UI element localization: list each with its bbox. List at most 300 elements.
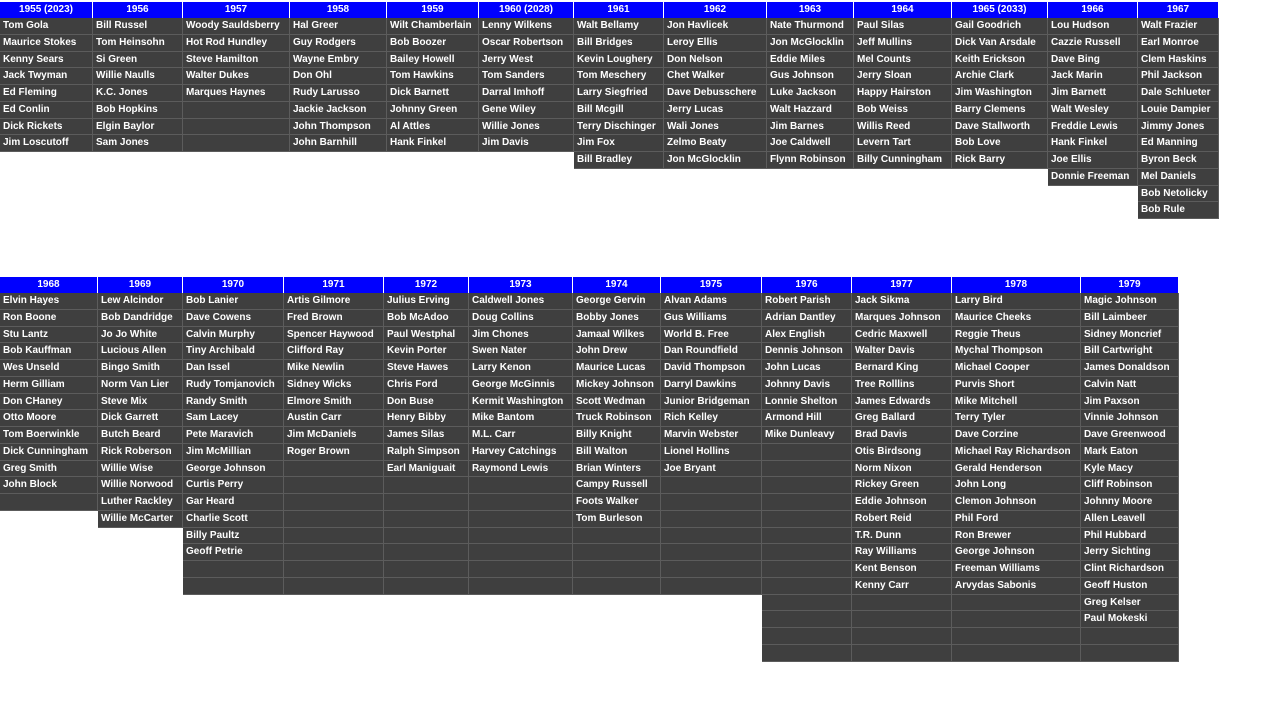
year-header: 1957 bbox=[183, 2, 290, 18]
player-cell: Freddie Lewis bbox=[1048, 119, 1138, 136]
player-cell: Tiny Archibald bbox=[183, 343, 284, 360]
player-cell: Brad Davis bbox=[852, 427, 952, 444]
player-cell: Jerry West bbox=[479, 52, 574, 69]
year-header: 1975 bbox=[661, 277, 762, 293]
player-cell: Nate Thurmond bbox=[767, 18, 854, 35]
player-cell: Jack Twyman bbox=[0, 68, 93, 85]
empty-cell bbox=[852, 628, 952, 645]
empty-cell bbox=[284, 461, 384, 478]
player-cell: Jo Jo White bbox=[98, 327, 183, 344]
player-cell: Henry Bibby bbox=[384, 410, 469, 427]
player-cell: Calvin Murphy bbox=[183, 327, 284, 344]
player-cell: Paul Mokeski bbox=[1081, 611, 1179, 628]
player-cell: Kenny Sears bbox=[0, 52, 93, 69]
empty-cell bbox=[852, 595, 952, 612]
player-cell: Jim Davis bbox=[479, 135, 574, 152]
player-cell: Louie Dampier bbox=[1138, 102, 1219, 119]
player-cell: Dick Garrett bbox=[98, 410, 183, 427]
year-header: 1963 bbox=[767, 2, 854, 18]
empty-cell bbox=[284, 528, 384, 545]
year-column bbox=[952, 277, 1081, 662]
player-cell: Gus Williams bbox=[661, 310, 762, 327]
player-cell: Tom Sanders bbox=[479, 68, 574, 85]
player-cell: Roger Brown bbox=[284, 444, 384, 461]
player-cell: Leroy Ellis bbox=[664, 35, 767, 52]
player-cell: Luke Jackson bbox=[767, 85, 854, 102]
player-cell: Bailey Howell bbox=[387, 52, 479, 69]
player-cell: Maurice Lucas bbox=[573, 360, 661, 377]
player-cell: Jimmy Jones bbox=[1138, 119, 1219, 136]
player-cell: Clint Richardson bbox=[1081, 561, 1179, 578]
empty-cell bbox=[284, 494, 384, 511]
player-cell: Adrian Dantley bbox=[762, 310, 852, 327]
player-cell: Jon Havlicek bbox=[664, 18, 767, 35]
player-cell: Jim Loscutoff bbox=[0, 135, 93, 152]
player-cell: Earl Monroe bbox=[1138, 35, 1219, 52]
player-cell: Dick Van Arsdale bbox=[952, 35, 1048, 52]
player-cell: Jim Washington bbox=[952, 85, 1048, 102]
player-cell: K.C. Jones bbox=[93, 85, 183, 102]
empty-cell bbox=[952, 611, 1081, 628]
player-cell: M.L. Carr bbox=[469, 427, 573, 444]
player-cell: Lionel Hollins bbox=[661, 444, 762, 461]
player-cell: Dick Cunningham bbox=[0, 444, 98, 461]
player-cell: Elvin Hayes bbox=[0, 293, 98, 310]
player-cell: Clem Haskins bbox=[1138, 52, 1219, 69]
player-cell: Rudy Larusso bbox=[290, 85, 387, 102]
player-cell: Greg Kelser bbox=[1081, 595, 1179, 612]
player-cell: Tom Meschery bbox=[574, 68, 664, 85]
player-cell: Maurice Stokes bbox=[0, 35, 93, 52]
player-cell: Mike Bantom bbox=[469, 410, 573, 427]
player-cell: Mel Daniels bbox=[1138, 169, 1219, 186]
player-cell: Johnny Davis bbox=[762, 377, 852, 394]
empty-cell bbox=[661, 511, 762, 528]
player-cell: Archie Clark bbox=[952, 68, 1048, 85]
player-cell: Willie Norwood bbox=[98, 477, 183, 494]
player-cell: Otto Moore bbox=[0, 410, 98, 427]
player-cell: Cazzie Russell bbox=[1048, 35, 1138, 52]
player-cell: Bob McAdoo bbox=[384, 310, 469, 327]
player-cell: Herm Gilliam bbox=[0, 377, 98, 394]
player-cell: Dave Corzine bbox=[952, 427, 1081, 444]
empty-cell bbox=[183, 561, 284, 578]
player-cell: Eddie Miles bbox=[767, 52, 854, 69]
year-header: 1962 bbox=[664, 2, 767, 18]
player-cell: Alex English bbox=[762, 327, 852, 344]
player-cell: James Edwards bbox=[852, 394, 952, 411]
empty-cell bbox=[762, 578, 852, 595]
year-header: 1961 bbox=[574, 2, 664, 18]
player-cell: Julius Erving bbox=[384, 293, 469, 310]
player-cell: Campy Russell bbox=[573, 477, 661, 494]
player-cell: Dan Roundfield bbox=[661, 343, 762, 360]
player-cell: Zelmo Beaty bbox=[664, 135, 767, 152]
player-cell: Darryl Dawkins bbox=[661, 377, 762, 394]
empty-cell bbox=[284, 477, 384, 494]
player-cell: Vinnie Johnson bbox=[1081, 410, 1179, 427]
empty-cell bbox=[469, 494, 573, 511]
player-cell: Alvan Adams bbox=[661, 293, 762, 310]
year-column bbox=[284, 277, 384, 662]
player-cell: Bob Boozer bbox=[387, 35, 479, 52]
player-cell: Marques Haynes bbox=[183, 85, 290, 102]
year-header: 1959 bbox=[387, 2, 479, 18]
empty-cell bbox=[573, 578, 661, 595]
player-cell: Hot Rod Hundley bbox=[183, 35, 290, 52]
player-cell: Ron Brewer bbox=[952, 528, 1081, 545]
player-cell: Jerry Sichting bbox=[1081, 544, 1179, 561]
player-cell: Walt Frazier bbox=[1138, 18, 1219, 35]
year-header: 1973 bbox=[469, 277, 573, 293]
player-cell: Geoff Petrie bbox=[183, 544, 284, 561]
year-column bbox=[0, 277, 98, 662]
player-cell: Jim Paxson bbox=[1081, 394, 1179, 411]
empty-cell bbox=[384, 528, 469, 545]
player-cell: Lenny Wilkens bbox=[479, 18, 574, 35]
player-cell: Bill Mcgill bbox=[574, 102, 664, 119]
player-cell: Austin Carr bbox=[284, 410, 384, 427]
player-cell: Willie Wise bbox=[98, 461, 183, 478]
empty-cell bbox=[952, 595, 1081, 612]
player-cell: Robert Reid bbox=[852, 511, 952, 528]
player-cell: Phil Jackson bbox=[1138, 68, 1219, 85]
player-cell: Walter Davis bbox=[852, 343, 952, 360]
player-cell: Walt Hazzard bbox=[767, 102, 854, 119]
empty-cell bbox=[284, 561, 384, 578]
player-cell: Jamaal Wilkes bbox=[573, 327, 661, 344]
empty-cell bbox=[762, 544, 852, 561]
player-cell: Bingo Smith bbox=[98, 360, 183, 377]
player-cell: Larry Bird bbox=[952, 293, 1081, 310]
player-cell: Mychal Thompson bbox=[952, 343, 1081, 360]
empty-cell bbox=[384, 511, 469, 528]
player-cell: Dave Cowens bbox=[183, 310, 284, 327]
player-cell: Mickey Johnson bbox=[573, 377, 661, 394]
year-header: 1976 bbox=[762, 277, 852, 293]
player-cell: Curtis Perry bbox=[183, 477, 284, 494]
player-cell: Lew Alcindor bbox=[98, 293, 183, 310]
player-cell: Jackie Jackson bbox=[290, 102, 387, 119]
player-cell: Steve Mix bbox=[98, 394, 183, 411]
player-cell: Rick Barry bbox=[952, 152, 1048, 169]
player-cell: Oscar Robertson bbox=[479, 35, 574, 52]
player-cell: Don Ohl bbox=[290, 68, 387, 85]
player-cell: Byron Beck bbox=[1138, 152, 1219, 169]
empty-cell bbox=[469, 544, 573, 561]
player-cell: Hal Greer bbox=[290, 18, 387, 35]
player-cell: Bob Dandridge bbox=[98, 310, 183, 327]
player-cell: Luther Rackley bbox=[98, 494, 183, 511]
player-cell: Keith Erickson bbox=[952, 52, 1048, 69]
player-cell: Elmore Smith bbox=[284, 394, 384, 411]
player-cell: Willis Reed bbox=[854, 119, 952, 136]
player-cell: Wali Jones bbox=[664, 119, 767, 136]
year-header: 1955 (2023) bbox=[0, 2, 93, 18]
year-column bbox=[1138, 2, 1219, 219]
player-cell: John Thompson bbox=[290, 119, 387, 136]
player-cell: Willie Jones bbox=[479, 119, 574, 136]
player-cell: Earl Maniguait bbox=[384, 461, 469, 478]
year-header: 1969 bbox=[98, 277, 183, 293]
empty-cell bbox=[762, 611, 852, 628]
player-cell: Jeff Mullins bbox=[854, 35, 952, 52]
player-cell: Willie McCarter bbox=[98, 511, 183, 528]
player-cell: Kyle Macy bbox=[1081, 461, 1179, 478]
empty-cell bbox=[469, 511, 573, 528]
player-cell: Maurice Cheeks bbox=[952, 310, 1081, 327]
player-cell: Phil Ford bbox=[952, 511, 1081, 528]
player-cell: Jim Barnett bbox=[1048, 85, 1138, 102]
year-column bbox=[573, 277, 661, 662]
player-cell: Joe Caldwell bbox=[767, 135, 854, 152]
player-cell: Tom Hawkins bbox=[387, 68, 479, 85]
year-header: 1958 bbox=[290, 2, 387, 18]
empty-cell bbox=[762, 561, 852, 578]
year-header: 1968 bbox=[0, 277, 98, 293]
empty-cell bbox=[762, 645, 852, 662]
player-cell: George Gervin bbox=[573, 293, 661, 310]
player-cell: Jim Barnes bbox=[767, 119, 854, 136]
player-cell: Ed Conlin bbox=[0, 102, 93, 119]
player-cell: James Donaldson bbox=[1081, 360, 1179, 377]
empty-cell bbox=[284, 511, 384, 528]
player-cell: Tom Heinsohn bbox=[93, 35, 183, 52]
player-cell: Fred Brown bbox=[284, 310, 384, 327]
player-cell: Jim Chones bbox=[469, 327, 573, 344]
player-cell: Swen Nater bbox=[469, 343, 573, 360]
player-cell: Cliff Robinson bbox=[1081, 477, 1179, 494]
year-header: 1977 bbox=[852, 277, 952, 293]
player-cell: Calvin Natt bbox=[1081, 377, 1179, 394]
year-header: 1965 (2033) bbox=[952, 2, 1048, 18]
player-cell: Dave Bing bbox=[1048, 52, 1138, 69]
player-cell: Tom Boerwinkle bbox=[0, 427, 98, 444]
player-cell: Sam Jones bbox=[93, 135, 183, 152]
player-cell: Flynn Robinson bbox=[767, 152, 854, 169]
empty-cell bbox=[469, 477, 573, 494]
player-cell: Charlie Scott bbox=[183, 511, 284, 528]
year-column bbox=[93, 2, 183, 219]
year-header: 1966 bbox=[1048, 2, 1138, 18]
player-cell: Bob Rule bbox=[1138, 202, 1219, 219]
year-column bbox=[1081, 277, 1179, 662]
player-cell: Junior Bridgeman bbox=[661, 394, 762, 411]
player-cell: Lucious Allen bbox=[98, 343, 183, 360]
player-cell: Walter Dukes bbox=[183, 68, 290, 85]
year-header: 1971 bbox=[284, 277, 384, 293]
empty-cell bbox=[852, 645, 952, 662]
empty-cell bbox=[573, 528, 661, 545]
player-cell: Butch Beard bbox=[98, 427, 183, 444]
year-column bbox=[854, 2, 952, 219]
player-cell: Bill Walton bbox=[573, 444, 661, 461]
player-cell: Dave Debusschere bbox=[664, 85, 767, 102]
player-cell: Steve Hamilton bbox=[183, 52, 290, 69]
year-header: 1972 bbox=[384, 277, 469, 293]
player-cell: Raymond Lewis bbox=[469, 461, 573, 478]
player-cell: Gail Goodrich bbox=[952, 18, 1048, 35]
player-cell: Darral Imhoff bbox=[479, 85, 574, 102]
player-cell: Tom Burleson bbox=[573, 511, 661, 528]
year-header: 1974 bbox=[573, 277, 661, 293]
player-cell: Bob Lanier bbox=[183, 293, 284, 310]
player-cell: Ed Manning bbox=[1138, 135, 1219, 152]
player-cell: George Johnson bbox=[183, 461, 284, 478]
player-cell: Kevin Porter bbox=[384, 343, 469, 360]
player-cell: Hank Finkel bbox=[1048, 135, 1138, 152]
player-cell: Jon McGlocklin bbox=[767, 35, 854, 52]
player-cell: Foots Walker bbox=[573, 494, 661, 511]
player-cell: Freeman Williams bbox=[952, 561, 1081, 578]
player-cell: Spencer Haywood bbox=[284, 327, 384, 344]
player-cell: Dave Stallworth bbox=[952, 119, 1048, 136]
empty-cell bbox=[661, 578, 762, 595]
player-cell: World B. Free bbox=[661, 327, 762, 344]
player-cell: Billy Paultz bbox=[183, 528, 284, 545]
player-cell: David Thompson bbox=[661, 360, 762, 377]
player-cell: Dick Barnett bbox=[387, 85, 479, 102]
player-cell: Rich Kelley bbox=[661, 410, 762, 427]
player-cell: James Silas bbox=[384, 427, 469, 444]
year-column bbox=[1048, 2, 1138, 219]
empty-cell bbox=[762, 528, 852, 545]
player-cell: Bill Cartwright bbox=[1081, 343, 1179, 360]
player-cell: Kenny Carr bbox=[852, 578, 952, 595]
player-cell: Bob Weiss bbox=[854, 102, 952, 119]
year-column bbox=[0, 2, 93, 219]
year-column bbox=[664, 2, 767, 219]
empty-cell bbox=[183, 135, 290, 152]
year-header: 1964 bbox=[854, 2, 952, 18]
player-cell: T.R. Dunn bbox=[852, 528, 952, 545]
player-cell: Terry Tyler bbox=[952, 410, 1081, 427]
empty-cell bbox=[183, 102, 290, 119]
player-cell: Michael Ray Richardson bbox=[952, 444, 1081, 461]
year-column bbox=[290, 2, 387, 219]
player-cell: Ray Williams bbox=[852, 544, 952, 561]
player-cell: Woody Sauldsberry bbox=[183, 18, 290, 35]
player-cell: Mel Counts bbox=[854, 52, 952, 69]
player-cell: Ralph Simpson bbox=[384, 444, 469, 461]
year-column bbox=[762, 277, 852, 662]
player-cell: Don CHaney bbox=[0, 394, 98, 411]
draft-table-top bbox=[0, 2, 1219, 219]
player-cell: Michael Cooper bbox=[952, 360, 1081, 377]
year-column bbox=[387, 2, 479, 219]
player-cell: Billy Knight bbox=[573, 427, 661, 444]
player-cell: Clemon Johnson bbox=[952, 494, 1081, 511]
player-cell: Gus Johnson bbox=[767, 68, 854, 85]
year-header: 1960 (2028) bbox=[479, 2, 574, 18]
player-cell: Marvin Webster bbox=[661, 427, 762, 444]
year-header: 1979 bbox=[1081, 277, 1179, 293]
player-cell: Mike Newlin bbox=[284, 360, 384, 377]
year-column bbox=[574, 2, 664, 219]
player-cell: Johnny Moore bbox=[1081, 494, 1179, 511]
year-column bbox=[183, 277, 284, 662]
empty-cell bbox=[952, 645, 1081, 662]
empty-cell bbox=[762, 494, 852, 511]
player-cell: Robert Parish bbox=[762, 293, 852, 310]
player-cell: John Barnhill bbox=[290, 135, 387, 152]
player-cell: Dennis Johnson bbox=[762, 343, 852, 360]
empty-cell bbox=[384, 494, 469, 511]
player-cell: Jim McDaniels bbox=[284, 427, 384, 444]
player-cell: Larry Kenon bbox=[469, 360, 573, 377]
player-cell: Dick Rickets bbox=[0, 119, 93, 136]
player-cell: Guy Rodgers bbox=[290, 35, 387, 52]
empty-cell bbox=[661, 494, 762, 511]
player-cell: Wayne Embry bbox=[290, 52, 387, 69]
player-cell: Al Attles bbox=[387, 119, 479, 136]
empty-cell bbox=[762, 595, 852, 612]
player-cell: Jack Marin bbox=[1048, 68, 1138, 85]
player-cell: Joe Ellis bbox=[1048, 152, 1138, 169]
player-cell: Truck Robinson bbox=[573, 410, 661, 427]
player-cell: Caldwell Jones bbox=[469, 293, 573, 310]
player-cell: Ron Boone bbox=[0, 310, 98, 327]
empty-cell bbox=[661, 561, 762, 578]
player-cell: Allen Leavell bbox=[1081, 511, 1179, 528]
player-cell: Bill Bridges bbox=[574, 35, 664, 52]
player-cell: Eddie Johnson bbox=[852, 494, 952, 511]
player-cell: Lou Hudson bbox=[1048, 18, 1138, 35]
year-header: 1978 bbox=[952, 277, 1081, 293]
player-cell: Armond Hill bbox=[762, 410, 852, 427]
empty-cell bbox=[573, 544, 661, 561]
empty-cell bbox=[183, 578, 284, 595]
empty-cell bbox=[852, 611, 952, 628]
player-cell: Jack Sikma bbox=[852, 293, 952, 310]
player-cell: Bob Love bbox=[952, 135, 1048, 152]
empty-cell bbox=[762, 461, 852, 478]
player-cell: Dan Issel bbox=[183, 360, 284, 377]
player-cell: Scott Wedman bbox=[573, 394, 661, 411]
player-cell: Rudy Tomjanovich bbox=[183, 377, 284, 394]
empty-cell bbox=[762, 477, 852, 494]
player-cell: Cedric Maxwell bbox=[852, 327, 952, 344]
player-cell: Marques Johnson bbox=[852, 310, 952, 327]
player-cell: Bill Russel bbox=[93, 18, 183, 35]
player-cell: Mark Eaton bbox=[1081, 444, 1179, 461]
player-cell: Bernard King bbox=[852, 360, 952, 377]
year-column bbox=[952, 2, 1048, 219]
player-cell: Sidney Moncrief bbox=[1081, 327, 1179, 344]
player-cell: Gar Heard bbox=[183, 494, 284, 511]
year-header: 1967 bbox=[1138, 2, 1219, 18]
player-cell: Mike Dunleavy bbox=[762, 427, 852, 444]
empty-cell bbox=[573, 561, 661, 578]
player-cell: Paul Westphal bbox=[384, 327, 469, 344]
player-cell: Sam Lacey bbox=[183, 410, 284, 427]
player-cell: Levern Tart bbox=[854, 135, 952, 152]
player-cell: Bill Bradley bbox=[574, 152, 664, 169]
year-column bbox=[767, 2, 854, 219]
player-cell: Rickey Green bbox=[852, 477, 952, 494]
player-cell: Jerry Lucas bbox=[664, 102, 767, 119]
player-cell: George Johnson bbox=[952, 544, 1081, 561]
player-cell: Happy Hairston bbox=[854, 85, 952, 102]
player-cell: Clifford Ray bbox=[284, 343, 384, 360]
player-cell: Norm Nixon bbox=[852, 461, 952, 478]
player-cell: Kent Benson bbox=[852, 561, 952, 578]
player-cell: Barry Clemens bbox=[952, 102, 1048, 119]
player-cell: Jon McGlocklin bbox=[664, 152, 767, 169]
player-cell: Bobby Jones bbox=[573, 310, 661, 327]
draft-table-bottom bbox=[0, 277, 1179, 662]
player-cell: Greg Smith bbox=[0, 461, 98, 478]
